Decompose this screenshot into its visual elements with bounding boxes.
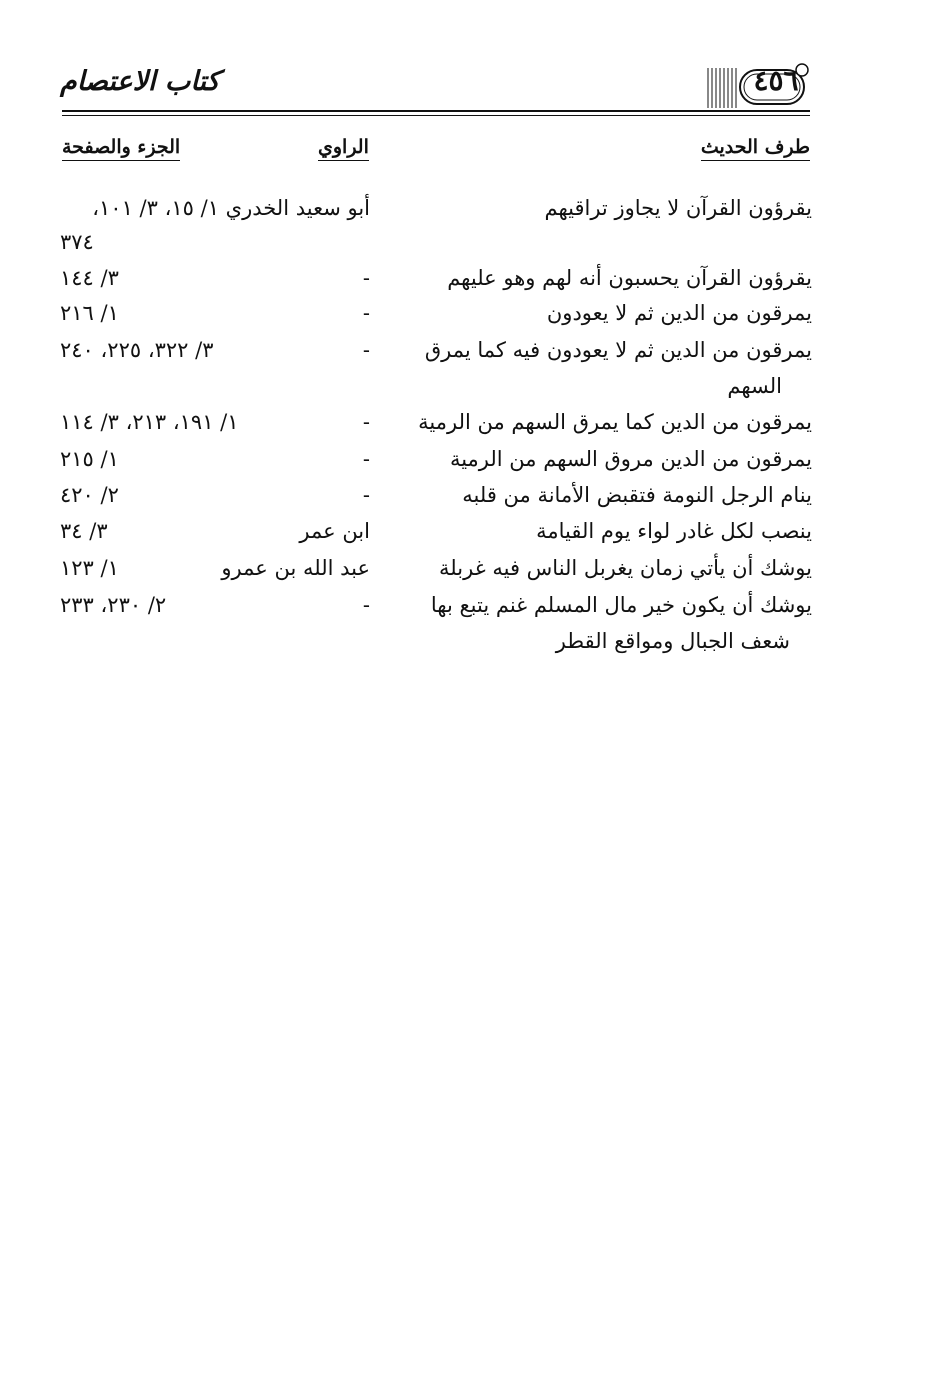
hadith-text: يمرقون من الدين كما يمرق السهم من الرمية bbox=[418, 410, 812, 434]
narrator-cell: - bbox=[362, 447, 370, 471]
narrator-cell: - bbox=[362, 483, 370, 507]
reference-text: ٣/ ٣٤ bbox=[60, 519, 108, 543]
header-rule bbox=[62, 110, 810, 112]
reference-cell bbox=[60, 441, 290, 477]
reference-text: ٣٧٤ bbox=[60, 230, 94, 254]
reference-cell bbox=[60, 224, 290, 260]
hadith-text: ينام الرجل النومة فتقبض الأمانة من قلبه bbox=[462, 483, 812, 507]
narrator-cell: أبو سعيد الخدري ١/ ١٥، ٣/ ١٠١، bbox=[92, 196, 370, 220]
reference-cell bbox=[60, 332, 290, 368]
reference-text: ٣/ ٣٢٢، ٢٢٥، ٢٤٠ bbox=[60, 338, 214, 362]
narrator-cell: ابن عمر bbox=[299, 519, 370, 543]
hadith-text: يقرؤون القرآن يحسبون أنه لهم وهو عليهم bbox=[447, 266, 812, 290]
reference-cell bbox=[60, 404, 290, 440]
hadith-cell bbox=[394, 404, 812, 440]
reference-text: ١/ ١٢٣ bbox=[60, 556, 119, 580]
hadith-text: يمرقون من الدين ثم لا يعودون فيه كما يمرق bbox=[424, 338, 812, 362]
page-number: ٤٥٦ bbox=[753, 64, 799, 97]
column-header-reference: الجزء والصفحة bbox=[62, 136, 180, 161]
hadith-cell bbox=[394, 190, 812, 226]
narrator-cell: عبد الله بن عمرو bbox=[221, 556, 370, 580]
reference-cell bbox=[60, 513, 290, 549]
hadith-cell bbox=[394, 513, 812, 549]
hadith-text: يقرؤون القرآن لا يجاوز تراقيهم bbox=[544, 196, 812, 220]
hadith-cell bbox=[394, 550, 812, 586]
hadith-text-continuation: السهم bbox=[727, 374, 782, 398]
reference-cell bbox=[60, 477, 290, 513]
narrator-cell: - bbox=[362, 266, 370, 290]
hadith-text: يمرقون من الدين مروق السهم من الرمية bbox=[449, 447, 812, 471]
hadith-cell bbox=[394, 587, 812, 659]
hadith-cell bbox=[394, 295, 812, 331]
hadith-text: يمرقون من الدين ثم لا يعودون bbox=[546, 301, 812, 325]
reference-cell bbox=[60, 587, 290, 623]
reference-cell bbox=[60, 550, 290, 586]
hadith-cell bbox=[394, 477, 812, 513]
narrator-cell: - bbox=[362, 410, 370, 434]
hadith-text: ينصب لكل غادر لواء يوم القيامة bbox=[536, 519, 812, 543]
hadith-text: يوشك أن يكون خير مال المسلم غنم يتبع بها bbox=[430, 593, 812, 617]
narrator-cell: - bbox=[362, 593, 370, 617]
reference-text: ٣/ ١٤٤ bbox=[60, 266, 119, 290]
column-header-narrator: الراوي bbox=[318, 136, 369, 161]
hadith-cell bbox=[394, 441, 812, 477]
column-header-hadith: طرف الحديث bbox=[701, 136, 810, 161]
running-header-title: كتاب الاعتصام bbox=[60, 66, 220, 97]
hadith-text-continuation: شعف الجبال ومواقع القطر bbox=[555, 629, 790, 653]
reference-cell bbox=[60, 295, 290, 331]
hadith-text: يوشك أن يأتي زمان يغربل الناس فيه غربلة bbox=[439, 556, 812, 580]
narrator-cell: - bbox=[362, 338, 370, 362]
reference-text: ٢/ ٢٣٠، ٢٣٣ bbox=[60, 593, 167, 617]
page-number-ornament bbox=[706, 60, 812, 110]
reference-text: ٢/ ٤٢٠ bbox=[60, 483, 119, 507]
header-rule-thin bbox=[62, 115, 810, 116]
reference-text: ١/ ١٩١، ٢١٣، ٣/ ١١٤ bbox=[60, 410, 239, 434]
narrator-cell: - bbox=[362, 301, 370, 325]
hadith-cell bbox=[394, 332, 812, 404]
hadith-cell bbox=[394, 260, 812, 296]
reference-text: ١/ ٢١٥ bbox=[60, 447, 119, 471]
reference-cell bbox=[60, 260, 290, 296]
reference-text: ١/ ٢١٦ bbox=[60, 301, 119, 325]
